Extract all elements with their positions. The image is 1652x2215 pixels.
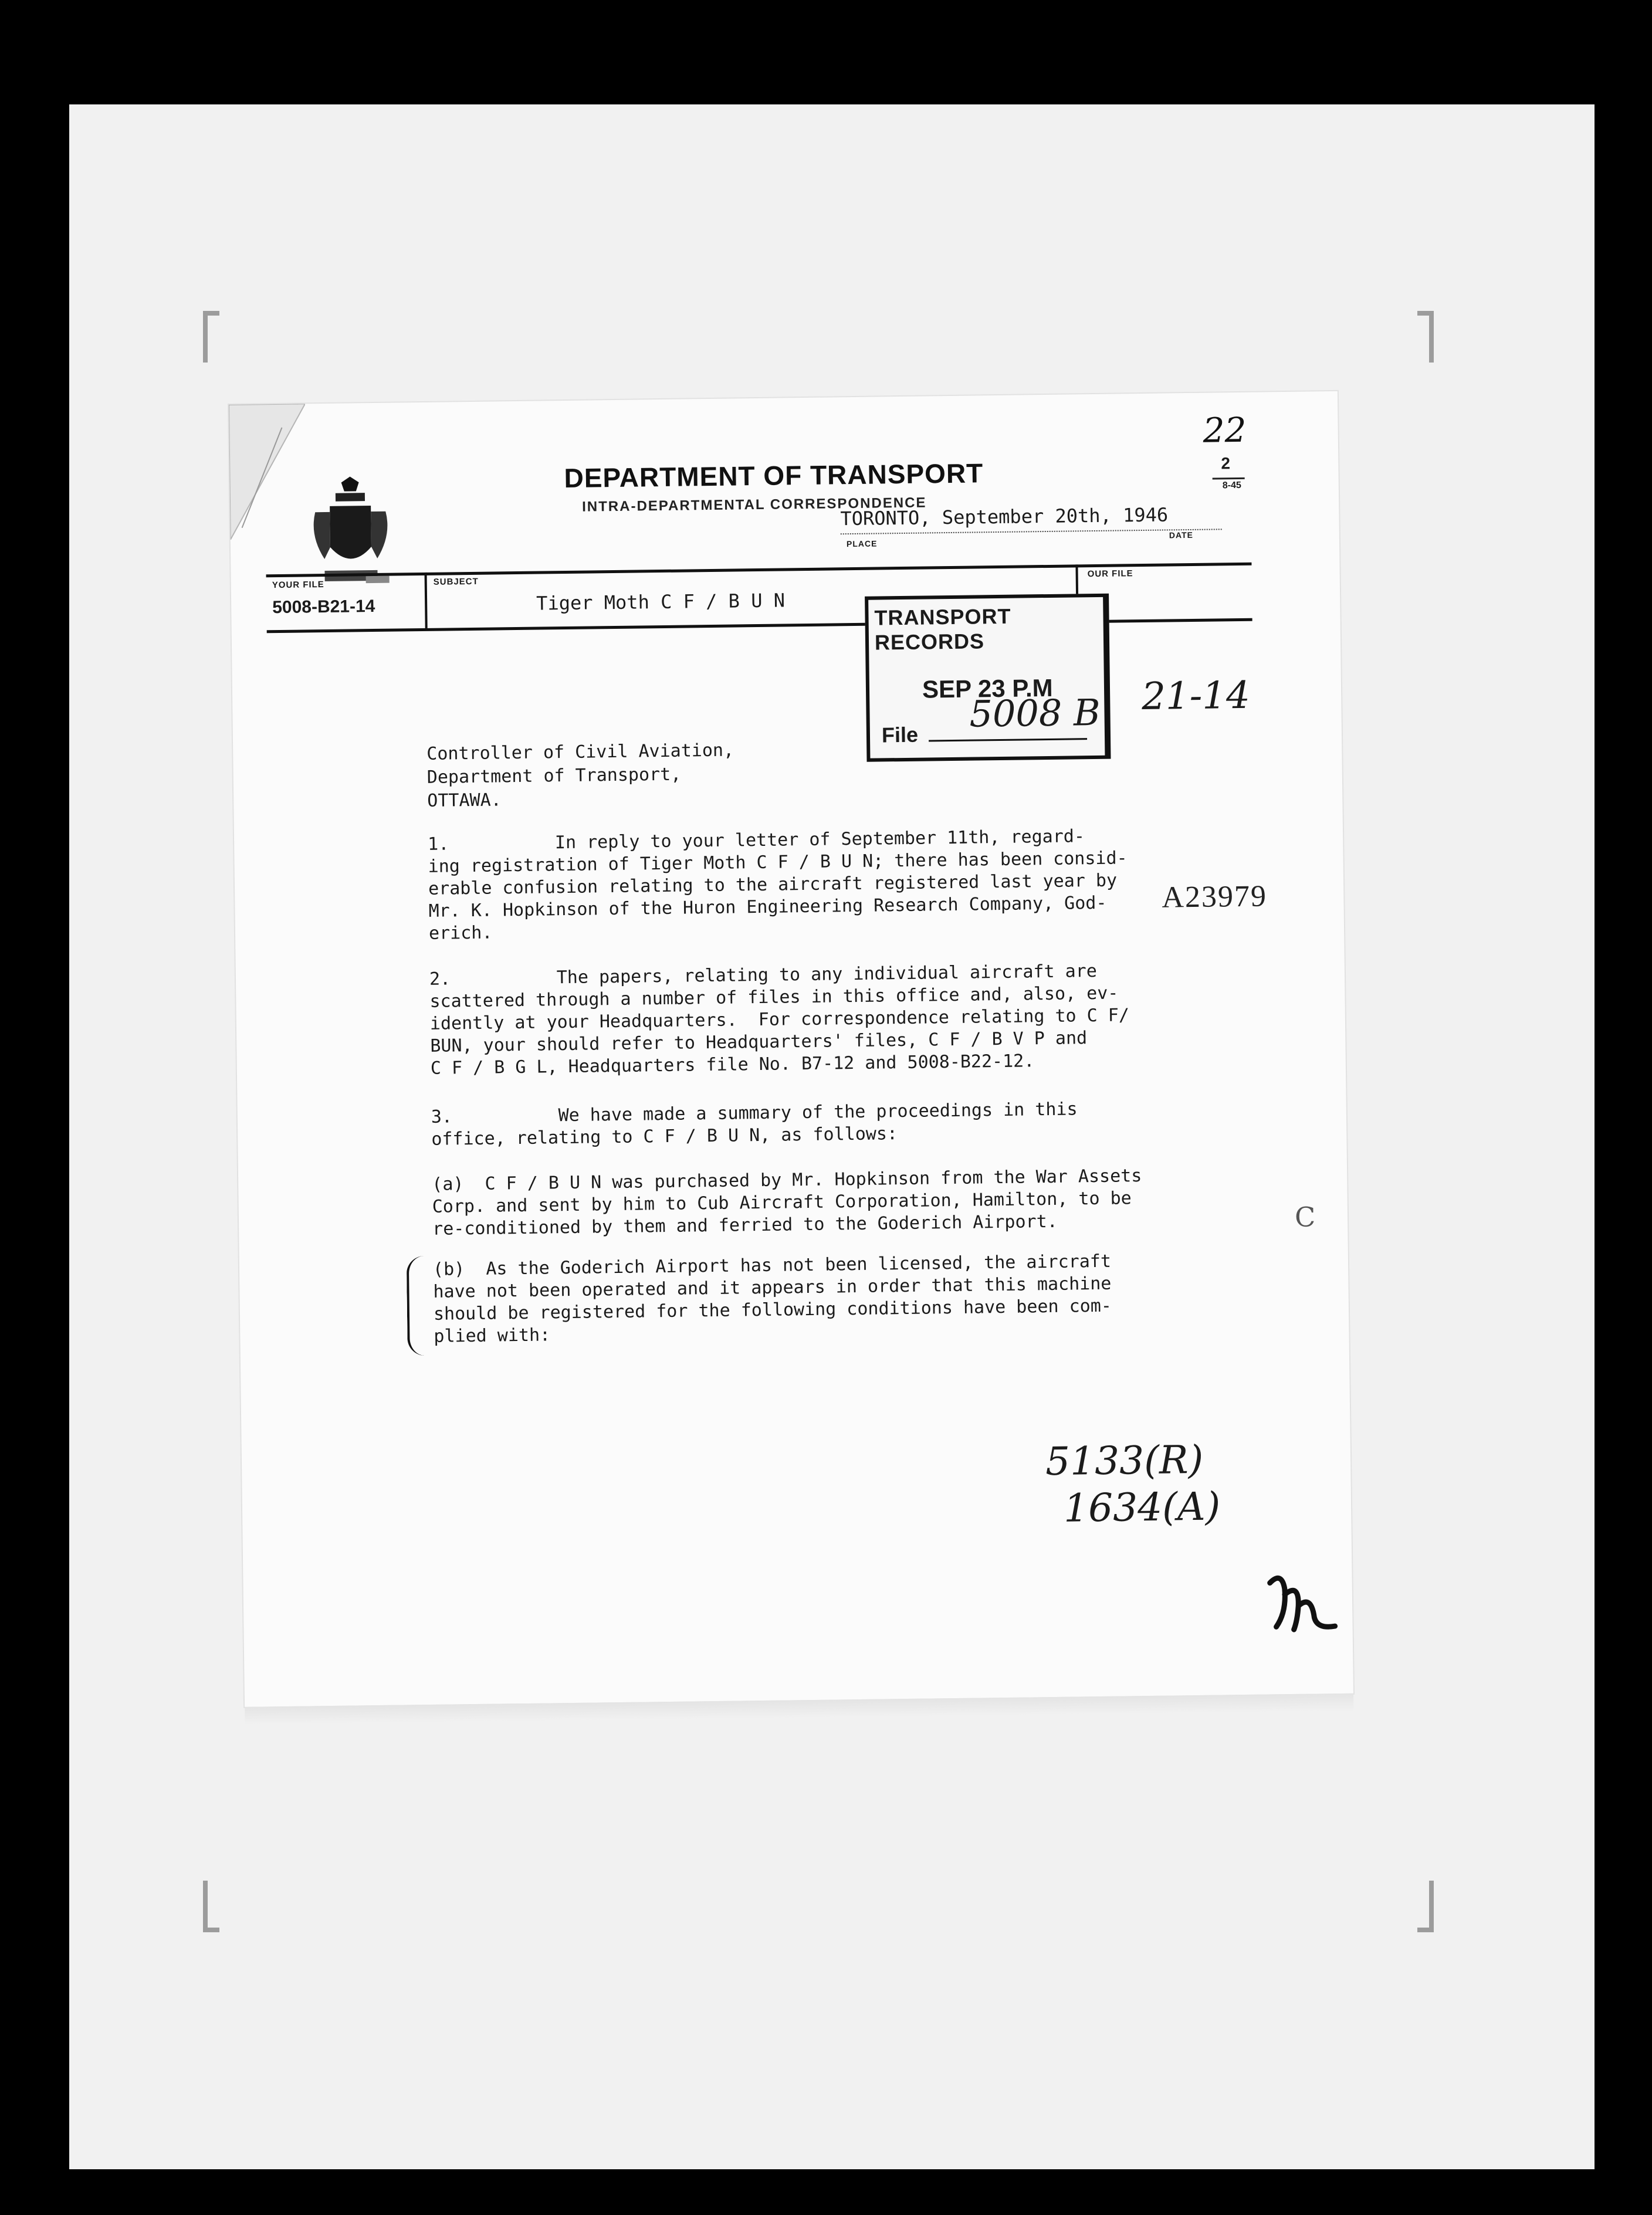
- addressee-block: [426, 739, 734, 813]
- crop-mark-bottom-right: [1417, 1881, 1434, 1932]
- stamp-file-line: [929, 738, 1087, 741]
- correspondence-type: INTRA-DEPARTMENTAL CORRESPONDENCE: [582, 495, 927, 515]
- paragraph-3a: (a) C F / B U N was purchased by Mr. Hopkinson from the War Assets Corp. and sent by him to Cub Aircraft Corporation, Hamilton, to be re-conditioned by them and ferried to the Goderich Airport.: [432, 1166, 1142, 1239]
- paragraph-3: 3. We have made a summary of the proceedings in this office, relating to C F / B U N, as follows:: [431, 1099, 1078, 1150]
- stamp-date: SEP 23 P.M: [922, 673, 1053, 703]
- handwritten-initial-signature: [1258, 1570, 1340, 1642]
- form-number-rule: [1213, 477, 1245, 480]
- coat-of-arms-icon: [306, 476, 395, 589]
- stamp-header: TRANSPORT RECORDS: [874, 604, 1011, 655]
- place-and-date: TORONTO, September 20th, 1946: [840, 503, 1169, 530]
- crop-mark-top-right: [1417, 311, 1434, 363]
- form-code: 8-45: [1222, 480, 1241, 491]
- letter-page: [229, 391, 1353, 1707]
- margin-mark: C: [1294, 1201, 1316, 1233]
- folded-corner: [229, 404, 307, 540]
- stamp-file-number: 5008 B: [969, 690, 1101, 736]
- addressee-line: OTTAWA.: [427, 790, 502, 811]
- place-date-line: [841, 529, 1222, 534]
- records-stamp: [865, 594, 1111, 762]
- department-title: DEPARTMENT OF TRANSPORT: [564, 458, 984, 494]
- crop-mark-top-left: [203, 311, 219, 363]
- handwritten-reference: 21-14: [1141, 673, 1251, 719]
- addressee-line: Controller of Civil Aviation,: [426, 740, 734, 764]
- crop-mark-bottom-left: [203, 1881, 219, 1932]
- your-file-label: YOUR FILE: [272, 580, 324, 591]
- your-file-number: 5008-B21-14: [272, 596, 375, 618]
- header-divider: [425, 573, 428, 628]
- handwritten-note-line-1: 5133(R): [1045, 1437, 1204, 1485]
- handwritten-page-number: 22: [1203, 409, 1247, 451]
- handwritten-note-line-2: 1634(A): [1063, 1484, 1221, 1531]
- stamp-file-label: File: [881, 722, 919, 747]
- our-file-label: OUR FILE: [1087, 568, 1133, 580]
- date-label: DATE: [1169, 530, 1194, 540]
- paragraph-2: 2. The papers, relating to any individual aircraft are scattered through a number of files in this office and, also, ev- idently at your Headquarters. For correspondence relating to C F/ BUN, your should refer to Headquarters' files, C F / B V P and C F / B G L, Headquarters file No. B7-12 and 5008-B22-12.: [429, 960, 1130, 1079]
- paragraph-3b: (b) As the Goderich Airport has not been licensed, the aircraft have not been operated and it appears in order that this machine should be registered for the following conditions have been com- plied with:: [432, 1251, 1112, 1347]
- archive-number: A23979: [1162, 879, 1268, 915]
- margin-bracket-mark: [407, 1256, 426, 1356]
- paragraph-1: 1. In reply to your letter of September 11th, regard- ing registration of Tiger Moth C F / B U N; there has been consid- erable confusion relating to the aircraft registered last year by Mr. K. Hopkinson of the Huron Engineering Research Company, God- erich.: [427, 826, 1128, 944]
- addressee-line: Department of Transport,: [426, 764, 682, 788]
- place-label: PLACE: [846, 538, 878, 549]
- form-number: 2: [1221, 454, 1231, 473]
- subject-label: SUBJECT: [433, 576, 479, 587]
- subject-text: Tiger Moth C F / B U N: [536, 589, 786, 615]
